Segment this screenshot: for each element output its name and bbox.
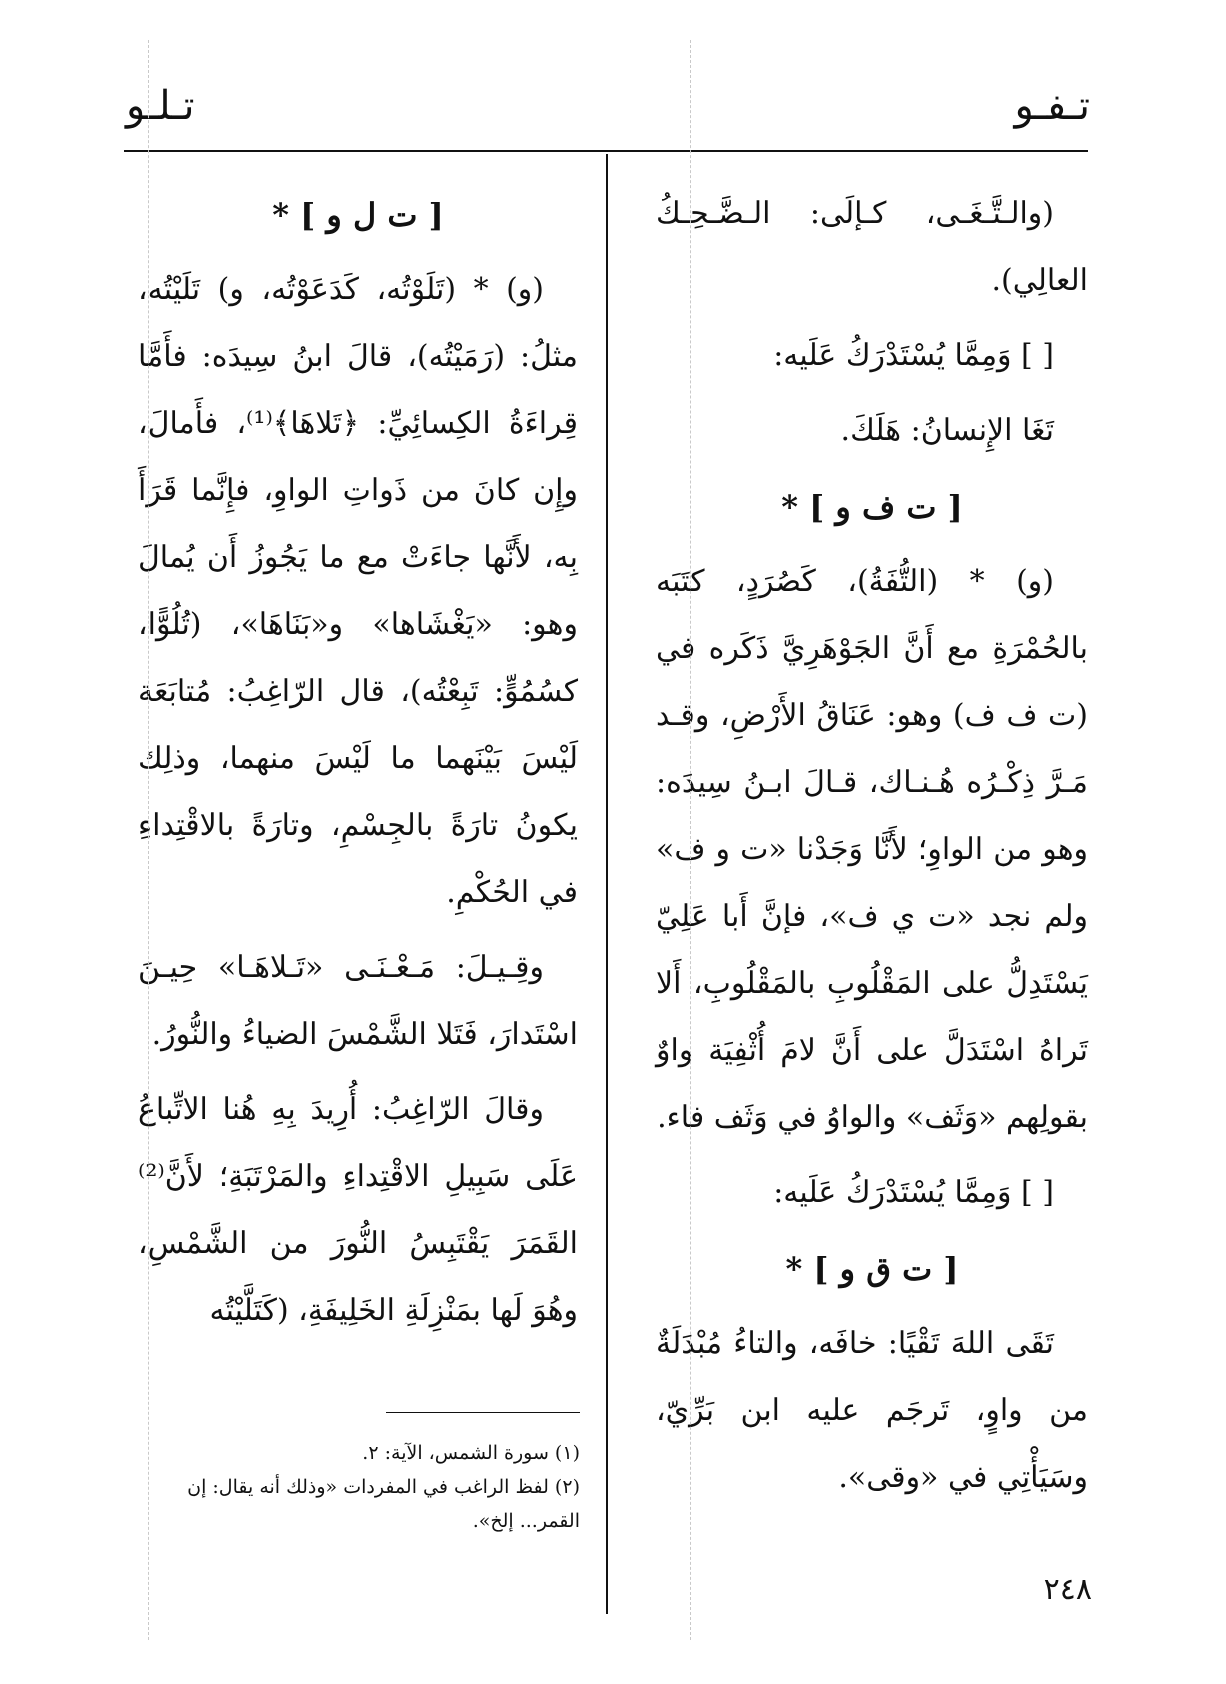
right-paragraph-4: تَقَى اللهَ تَقْيًا: خافَه، والتاءُ مُبْدَلَةٌ من واوٍ، تَرجَم عليه ابن بَرِّيّ، وسَيَأْتِي في «وقى». xyxy=(656,1326,1088,1495)
entry-head-t-q-w: [ ت ق و ] * xyxy=(785,1250,959,1288)
running-head-right: تـفـو xyxy=(1014,83,1090,129)
right-paragraph-3: (و) * (التُّفَةُ)، كَصُرَدٍ، كتَبَه بالحُمْرَةِ مع أَنَّ الجَوْهَرِيَّ ذَكَره في (ت ف ف) وهو: عَنَاقُ الأَرْضِ، وقـد مَـرَّ ذِكْـرُه هُـنـاك، قـالَ ابـنُ سِيدَه: وهو من الواوِ؛ لأَنَّا وَجَدْنا «ت و ف» ولم نجد «ت ي ف»، فإنَّ أَبا عَلِيّ يَسْتَدِلُّ على المَقْلُوبِ بالمَقْلُوبِ، أَلا تَراهُ اسْتَدَلَّ على أَنَّ لامَ أُثْفِيَة واوٌ بقولِهم «وَثَف» والواوُ في وَثَف فاء. xyxy=(656,564,1089,1135)
footnotes xyxy=(140,1436,580,1538)
left-paragraph-3: وقالَ الرّاغِبُ: أُرِيدَ بِهِ هُنا الاتِّباعُ عَلَى سَبِيلِ الاقْتِداءِ والمَرْتَبَةِ؛ لأَنَّ⁽²⁾ القَمَرَ يَقْتَبِسُ النُّورَ من الشَّمْسِ، وهُوَ لَها بمَنْزِلَةِ الخَلِيفَةِ، (كَتَلَّيْتُه xyxy=(138,1092,578,1328)
right-paragraph-2: تَغَا الإِنسانُ: هَلَكَ. xyxy=(840,413,1054,448)
page-number: ٢٤٨ xyxy=(1043,1572,1092,1607)
left-paragraph-1: (و) * (تَلَوْتُه، كَدَعَوْتُه، و) تَلَيْتُه، مثلُ: (رَمَيْتُه)، قالَ ابنُ سِيدَه: فأَمَّا قِراءَةُ الكِسائِيِّ: ﴿تَلاهَا﴾⁽¹⁾، فأَمالَ، وإِن كانَ من ذَواتِ الواوِ، فإِنَّما قَرَأَ بِه، لأَنَّها جاءَتْ مع ما يَجُوزُ أَن يُمالَ وهو: «يَغْشَاها» و«بَنَاهَا»، (تُلُوًّا، كسُمُوٍّ: تَبِعْتُه)، قال الرّاغِبُ: مُتابَعَة لَيْسَ بَيْنَهما ما لَيْسَ منهما، وذلِك يكونُ تارَةً بالجِسْمِ، وتارَةً بالاقْتِداءِ في الحُكْمِ. xyxy=(138,272,578,910)
scan-guide-line xyxy=(148,40,149,1640)
right-paragraph-1: (والـتَّـغَـى، كـإلَى: الـضَّـحِـكُ العالِي). xyxy=(656,196,1088,298)
header-rule xyxy=(124,150,1088,152)
footnote-rule xyxy=(386,1412,580,1413)
right-addendum-note-1: [ ] وَمِمَّا يُسْتَدْرَكُ عَلَيه: xyxy=(773,338,1054,373)
column-divider xyxy=(606,154,608,1614)
left-column xyxy=(138,180,578,1352)
scan-guide-line xyxy=(690,40,691,1640)
footnote-2: (٢) لفظ الراغب في المفردات «وذلك أنه يقال: إن القمر... إلخ». xyxy=(187,1476,580,1532)
left-paragraph-2: وقِـيـلَ: مَـعْـنَـى «تَـلاهَـا» حِيـنَ اسْتَدارَ، فَتَلا الشَّمْسَ الضياءُ والنُّورُ. xyxy=(138,950,578,1052)
footnote-1: (١) سورة الشمس، الآية: ٢. xyxy=(362,1442,580,1464)
entry-head-t-l-w: [ ت ل و ] * xyxy=(272,196,444,234)
right-column xyxy=(656,180,1088,1519)
right-addendum-note-2: [ ] وَمِمَّا يُسْتَدْرَكُ عَلَيه: xyxy=(773,1175,1054,1210)
entry-head-t-f-w: [ ت ف و ] * xyxy=(781,488,963,526)
running-head-left: تـلـو xyxy=(126,83,195,129)
